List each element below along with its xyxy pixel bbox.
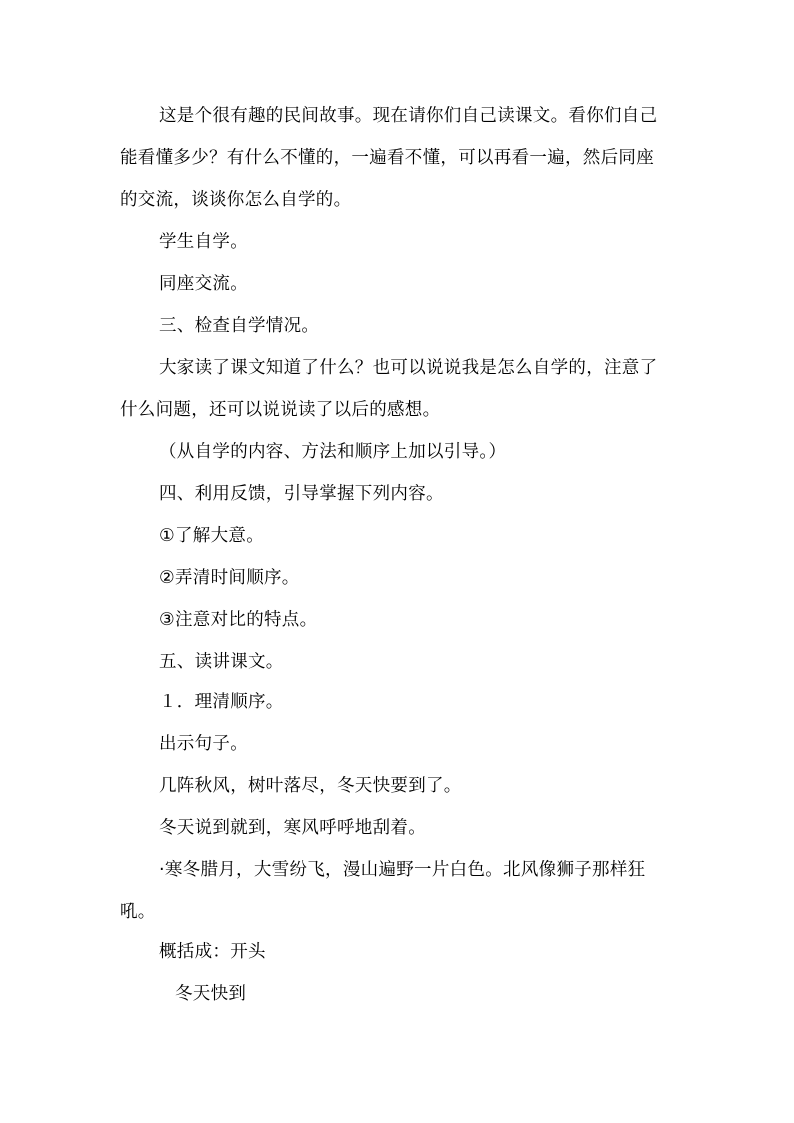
paragraph-line: 同座交流。 bbox=[159, 274, 248, 294]
list-item: ①了解大意。 bbox=[159, 526, 264, 546]
paragraph-line: 学生自学。 bbox=[159, 232, 248, 252]
paragraph-line: （从自学的内容、方法和顺序上加以引导。） bbox=[159, 442, 507, 462]
quoted-sentence: 吼。 bbox=[120, 902, 156, 922]
list-item: ②弄清时间顺序。 bbox=[159, 568, 300, 588]
quoted-sentence: 冬天说到就到，寒风呼呼地刮着。 bbox=[159, 818, 426, 838]
quoted-sentence: ·寒冬腊月，大雪纷飞，漫山遍野一片白色。北风像狮子那样狂 bbox=[159, 860, 646, 880]
paragraph-line: 出示句子。 bbox=[159, 734, 248, 754]
section-heading: 四、利用反馈，引导掌握下列内容。 bbox=[159, 484, 444, 504]
section-heading: 五、读讲课文。 bbox=[159, 652, 284, 672]
section-heading: 三、检查自学情况。 bbox=[159, 316, 320, 336]
paragraph-line: 概括成：开头 bbox=[159, 942, 266, 962]
paragraph-line: 大家读了课文知道了什么？也可以说说我是怎么自学的，注意了 bbox=[159, 358, 658, 378]
paragraph-line: 冬天快到 bbox=[175, 984, 247, 1004]
paragraph-line: 的交流，谈谈你怎么自学的。 bbox=[120, 190, 352, 210]
list-item: ③注意对比的特点。 bbox=[159, 610, 318, 630]
list-item: １．理清顺序。 bbox=[159, 692, 284, 712]
quoted-sentence: 几阵秋风，树叶落尽，冬天快要到了。 bbox=[159, 776, 462, 796]
paragraph-line: 什么问题，还可以说说读了以后的感想。 bbox=[120, 400, 441, 420]
paragraph-line: 这是个很有趣的民间故事。现在请你们自己读课文。看你们自己 bbox=[159, 106, 658, 126]
paragraph-line: 能看懂多少？有什么不懂的，一遍看不懂，可以再看一遍，然后同座 bbox=[120, 148, 654, 168]
